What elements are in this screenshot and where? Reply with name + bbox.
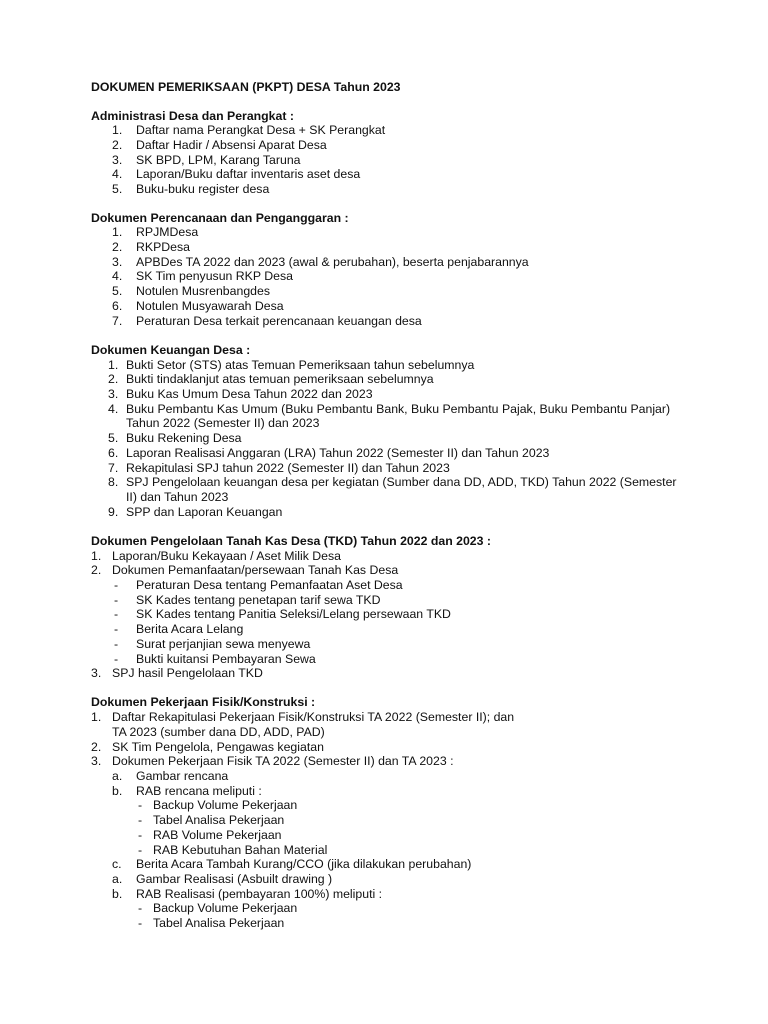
list-item-continuation: II) dan Tahun 2023 [126,490,229,504]
list-item: Dokumen Pemanfaatan/persewaan Tanah Kas Desa [112,563,399,577]
list-marker: b. [112,784,123,798]
list-item: Dokumen Pekerjaan Fisik TA 2022 (Semester II) dan TA 2023 : [112,754,454,768]
list-marker: 5. [108,431,119,445]
list-item: RAB Kebutuhan Bahan Material [153,843,328,857]
list-item: SPJ Pengelolaan keuangan desa per kegiatan (Sumber dana DD, ADD, TKD) Tahun 2022 (Semester [126,475,677,489]
list-item: Bukti tindaklanjut atas temuan pemeriksaan sebelumnya [126,372,434,386]
list-item: SK BPD, LPM, Karang Taruna [136,153,301,167]
list-marker: 7. [112,314,123,328]
list-item: Buku-buku register desa [136,182,270,196]
list-marker: - [114,578,119,592]
list-item: SPJ hasil Pengelolaan TKD [112,666,263,680]
list-item: Daftar nama Perangkat Desa + SK Perangkat [136,123,386,137]
list-item: Rekapitulasi SPJ tahun 2022 (Semester II) dan Tahun 2023 [126,461,450,475]
list-marker: 4. [108,402,119,416]
list-marker: b. [112,887,123,901]
list-marker: - [114,637,119,651]
list-marker: - [138,916,143,930]
list-item: RAB Realisasi (pembayaran 100%) meliputi : [136,887,383,901]
list-marker: a. [112,872,123,886]
list-marker: 2. [108,372,119,386]
list-marker: 3. [112,255,123,269]
list-item: Tabel Analisa Pekerjaan [153,916,285,930]
list-marker: - [138,828,143,842]
doc-title: DOKUMEN PEMERIKSAAN (PKPT) DESA Tahun 2023 [91,80,401,94]
list-item: Tabel Analisa Pekerjaan [153,813,285,827]
list-item: Bukti kuitansi Pembayaran Sewa [136,652,316,666]
list-marker: 4. [112,167,123,181]
list-item-continuation: TA 2023 (sumber dana DD, ADD, PAD) [112,725,325,739]
list-marker: 6. [112,299,123,313]
list-marker: 5. [112,284,123,298]
list-item: Notulen Musyawarah Desa [136,299,284,313]
list-marker: - [138,813,143,827]
list-item: Backup Volume Pekerjaan [153,798,298,812]
list-marker: a. [112,769,123,783]
list-item: Gambar Realisasi (Asbuilt drawing ) [136,872,333,886]
section-heading: Dokumen Pekerjaan Fisik/Konstruksi : [91,695,316,709]
list-marker: - [138,798,143,812]
list-item: Berita Acara Tambah Kurang/CCO (jika dilakukan perubahan) [136,857,472,871]
list-item: Bukti Setor (STS) atas Temuan Pemeriksaan tahun sebelumnya [126,358,475,372]
list-marker: 1. [91,549,102,563]
list-marker: 5. [112,182,123,196]
list-marker: 2. [112,138,123,152]
list-marker: 9. [108,505,119,519]
list-marker: - [138,901,143,915]
list-item: SK Tim penyusun RKP Desa [136,269,293,283]
list-marker: 4. [112,269,123,283]
list-marker: 2. [91,563,102,577]
list-item: RPJMDesa [136,225,199,239]
list-marker: 8. [108,475,119,489]
list-marker: 3. [91,666,102,680]
list-marker: - [114,593,119,607]
list-marker: - [114,622,119,636]
list-item: SK Kades tentang Panitia Seleksi/Lelang persewaan TKD [136,607,451,621]
list-marker: 3. [112,153,123,167]
list-item: Daftar Rekapitulasi Pekerjaan Fisik/Konstruksi TA 2022 (Semester II); dan [112,710,515,724]
section-heading: Dokumen Keuangan Desa : [91,343,251,357]
list-marker: 6. [108,446,119,460]
list-marker: 1. [108,358,119,372]
list-marker: 7. [108,461,119,475]
list-item: Buku Kas Umum Desa Tahun 2022 dan 2023 [126,387,373,401]
list-marker: 1. [91,710,102,724]
section-heading: Administrasi Desa dan Perangkat : [91,109,294,123]
list-item: Berita Acara Lelang [136,622,244,636]
list-item: Buku Rekening Desa [126,431,242,445]
list-item: RAB Volume Pekerjaan [153,828,282,842]
list-marker: c. [112,857,122,871]
list-item: Notulen Musrenbangdes [136,284,270,298]
list-marker: - [114,607,119,621]
list-item: SK Tim Pengelola, Pengawas kegiatan [112,740,324,754]
list-item: Buku Pembantu Kas Umum (Buku Pembantu Bank, Buku Pembantu Pajak, Buku Pembantu Panjar) [126,402,671,416]
list-item: Daftar Hadir / Absensi Aparat Desa [136,138,327,152]
section-heading: Dokumen Pengelolaan Tanah Kas Desa (TKD) Tahun 2022 dan 2023 : [91,534,491,548]
list-item: Gambar rencana [136,769,229,783]
list-item: Laporan Realisasi Anggaran (LRA) Tahun 2022 (Semester II) dan Tahun 2023 [126,446,550,460]
list-marker: 2. [112,240,123,254]
list-marker: - [138,843,143,857]
section-heading: Dokumen Perencanaan dan Penganggaran : [91,211,349,225]
list-item: Backup Volume Pekerjaan [153,901,298,915]
list-item: RKPDesa [136,240,190,254]
list-item: Surat perjanjian sewa menyewa [136,637,311,651]
list-marker: 2. [91,740,102,754]
list-item: Laporan/Buku Kekayaan / Aset Milik Desa [112,549,341,563]
list-marker: 1. [112,225,123,239]
list-item: Peraturan Desa terkait perencanaan keuangan desa [136,314,422,328]
list-item: RAB rencana meliputi : [136,784,262,798]
list-item: SK Kades tentang penetapan tarif sewa TKD [136,593,381,607]
list-marker: 3. [91,754,102,768]
list-item: Laporan/Buku daftar inventaris aset desa [136,167,361,181]
list-item-continuation: Tahun 2022 (Semester II) dan 2023 [126,416,320,430]
list-marker: - [114,652,119,666]
list-marker: 3. [108,387,119,401]
list-marker: 1. [112,123,123,137]
list-item: SPP dan Laporan Keuangan [126,505,283,519]
list-item: Peraturan Desa tentang Pemanfaatan Aset Desa [136,578,403,592]
list-item: APBDes TA 2022 dan 2023 (awal & perubahan), beserta penjabarannya [136,255,529,269]
